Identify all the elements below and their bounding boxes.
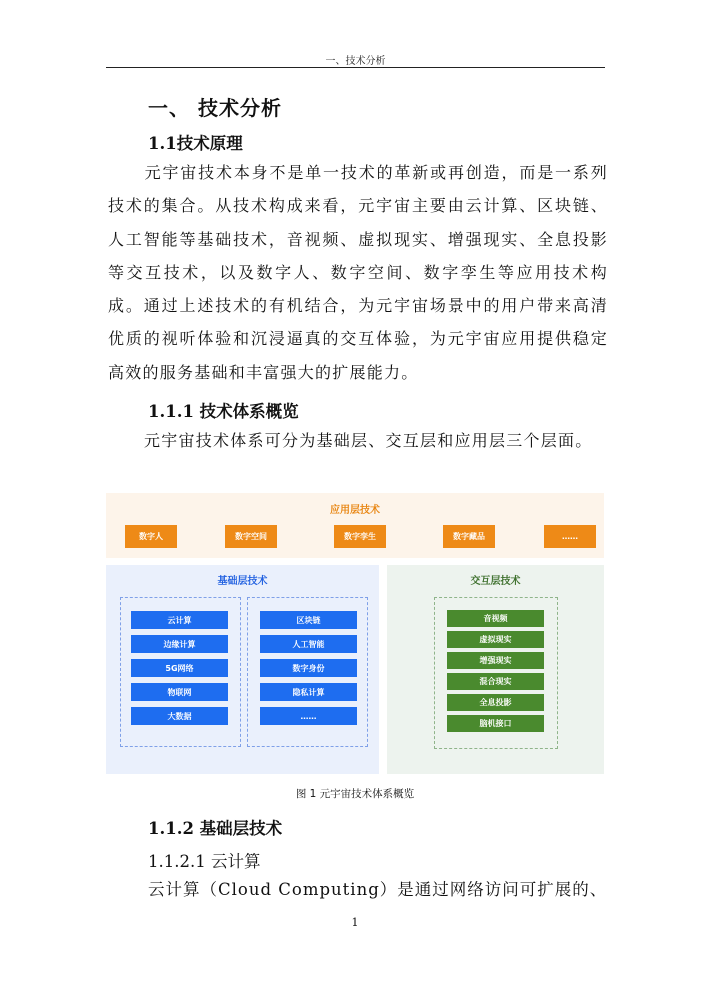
inter-item-vr: 虚拟现实 <box>447 631 544 648</box>
app-item-digital-collectible: 数字藏品 <box>443 525 495 548</box>
application-layer-title: 应用层技术 <box>330 505 380 516</box>
interaction-layer-panel <box>387 565 604 774</box>
app-item-digital-space: 数字空间 <box>225 525 277 548</box>
app-item-digital-human: 数字人 <box>125 525 177 548</box>
inter-item-holographic: 全息投影 <box>447 694 544 711</box>
base-item-edge-computing: 边缘计算 <box>131 635 228 653</box>
paragraph-cloud-computing: 云计算（Cloud Computing）是通过网络访问可扩展的、 <box>148 880 608 899</box>
app-item-digital-twin: 数字孪生 <box>334 525 386 548</box>
inter-item-ar: 增强现实 <box>447 652 544 669</box>
base-item-iot: 物联网 <box>131 683 228 701</box>
figure-caption: 图 1 元宇宙技术体系概览 <box>295 788 415 800</box>
application-layer-band <box>106 493 604 558</box>
base-item-cloud-computing: 云计算 <box>131 611 228 629</box>
header-rule <box>106 67 605 68</box>
base-item-big-data: 大数据 <box>131 707 228 725</box>
base-item-5g-network: 5G网络 <box>131 659 228 677</box>
base-item-privacy-computing: 隐私计算 <box>260 683 357 701</box>
base-item-more: …… <box>260 707 357 725</box>
base-item-digital-identity: 数字身份 <box>260 659 357 677</box>
inter-item-mr: 混合现实 <box>447 673 544 690</box>
paragraph-text: 元宇宙技术本身不是单一技术的革新或再创造，而是一系列技术的集合。从技术构成来看，元宇宙主要由云计算、区块链、人工智能等基础技术，音视频、虚拟现实、增强现实、全息投影等交互技术，以及数字人、数字空间、数字孪生等应用技术构成。通过上述技术的有机结合，为元宇宙场景中的用户带来高清优质的视听体验和沉浸逼真的交互体验，为元宇宙应用提供稳定高效的服务基础和丰富强大的扩展能力。 <box>108 163 608 382</box>
heading-1-1-2: 1.1.2 基础层技术 <box>148 819 283 838</box>
base-item-ai: 人工智能 <box>260 635 357 653</box>
page-number: 1 <box>351 916 359 929</box>
heading-1-1-1: 1.1.1 技术体系概览 <box>148 402 299 421</box>
heading-1-1-2-1: 1.1.2.1 云计算 <box>148 852 261 871</box>
heading-1-1: 1.1技术原理 <box>148 134 243 153</box>
base-layer-title: 基础层技术 <box>217 576 268 587</box>
base-layer-panel <box>106 565 379 774</box>
inter-item-audio-video: 音视频 <box>447 610 544 627</box>
running-header: 一、技术分析 <box>325 56 386 67</box>
tech-system-diagram <box>106 493 604 774</box>
app-item-more: …… <box>544 525 596 548</box>
paragraph-tech-system <box>108 424 608 457</box>
interaction-layer-title: 交互层技术 <box>470 576 521 587</box>
paragraph-tech-principle <box>108 156 608 389</box>
base-item-blockchain: 区块链 <box>260 611 357 629</box>
heading-1: 一、 技术分析 <box>148 96 282 120</box>
inter-item-bci: 脑机接口 <box>447 715 544 732</box>
paragraph-text: 元宇宙技术体系可分为基础层、交互层和应用层三个层面。 <box>144 431 593 450</box>
